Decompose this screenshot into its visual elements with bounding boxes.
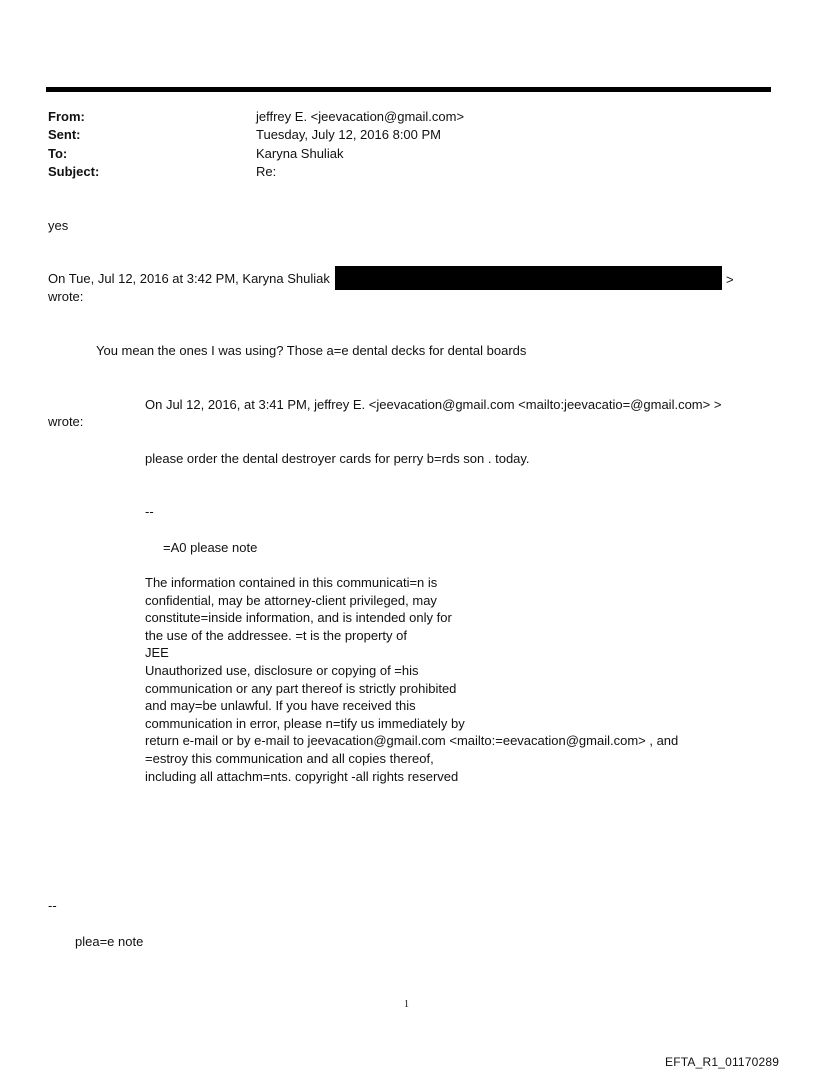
subject-value: Re: (256, 164, 277, 179)
disclaimer-line: constitute=inside information, and is intended only for (145, 610, 452, 626)
quote1-wrote: wrote: (48, 289, 84, 304)
subject-label: Subject: (48, 164, 100, 179)
disclaimer-line: including all attachm=nts. copyright -all rights reserved (145, 768, 459, 784)
disclaimer-line: confidential, may be attorney-client privileged, may (145, 592, 437, 608)
disclaimer-line: and may=be unlawful. If you have received this (145, 698, 416, 714)
disclaimer-line: The information contained in this communicati=n is (145, 575, 438, 590)
disclaimer-line: return e-mail or by e-mail to jeevacation@gmail.com <mailto:=eevacation@gmail.com> , and (145, 733, 679, 749)
from-value: jeffrey E. <jeevacation@gmail.com> (256, 109, 465, 124)
disclaimer-line: JEE (145, 645, 169, 661)
bottom-note: plea=e note (75, 934, 144, 949)
disclaimer-line: =estroy this communication and all copies thereof, (145, 750, 434, 766)
quote1-intro-end: > (726, 272, 734, 287)
quote1-text: You mean the ones I was using? Those a=e dental decks for dental boards (96, 343, 527, 358)
quote2-intro: On Jul 12, 2016, at 3:41 PM, jeffrey E. <jeevacation@gmail.com <mailto:jeevacatio=@gmail.com> > (145, 397, 722, 412)
disclaimer-line: communication or any part thereof is strictly prohibited (145, 680, 457, 696)
from-label: From: (48, 109, 85, 124)
disclaimer-line: Unauthorized use, disclosure or copying of =his (145, 662, 419, 678)
to-label: To: (48, 146, 68, 161)
redaction-bar (335, 266, 722, 290)
signature-dashes: -- (145, 504, 154, 519)
page-number: 1 (404, 999, 409, 1010)
disclaimer-line: communication in error, please n=tify us immediately by (145, 715, 465, 731)
bottom-dashes: -- (48, 898, 57, 913)
to-value: Karyna Shuliak (256, 146, 344, 161)
header-rule (46, 87, 771, 92)
quote2-wrote: wrote: (48, 414, 84, 429)
signature-note: =A0 please note (163, 540, 258, 555)
quote1-intro: On Tue, Jul 12, 2016 at 3:42 PM, Karyna Shuliak (48, 271, 330, 286)
sent-value: Tuesday, July 12, 2016 8:00 PM (256, 127, 441, 142)
disclaimer-line: the use of the addressee. =t is the property of (145, 627, 407, 643)
sent-label: Sent: (48, 127, 81, 142)
disclaimer-block (145, 574, 678, 785)
reply-text: yes (48, 218, 69, 233)
quote2-text: please order the dental destroyer cards for perry b=rds son . today. (145, 451, 530, 466)
document-id: EFTA_R1_01170289 (665, 1055, 780, 1069)
